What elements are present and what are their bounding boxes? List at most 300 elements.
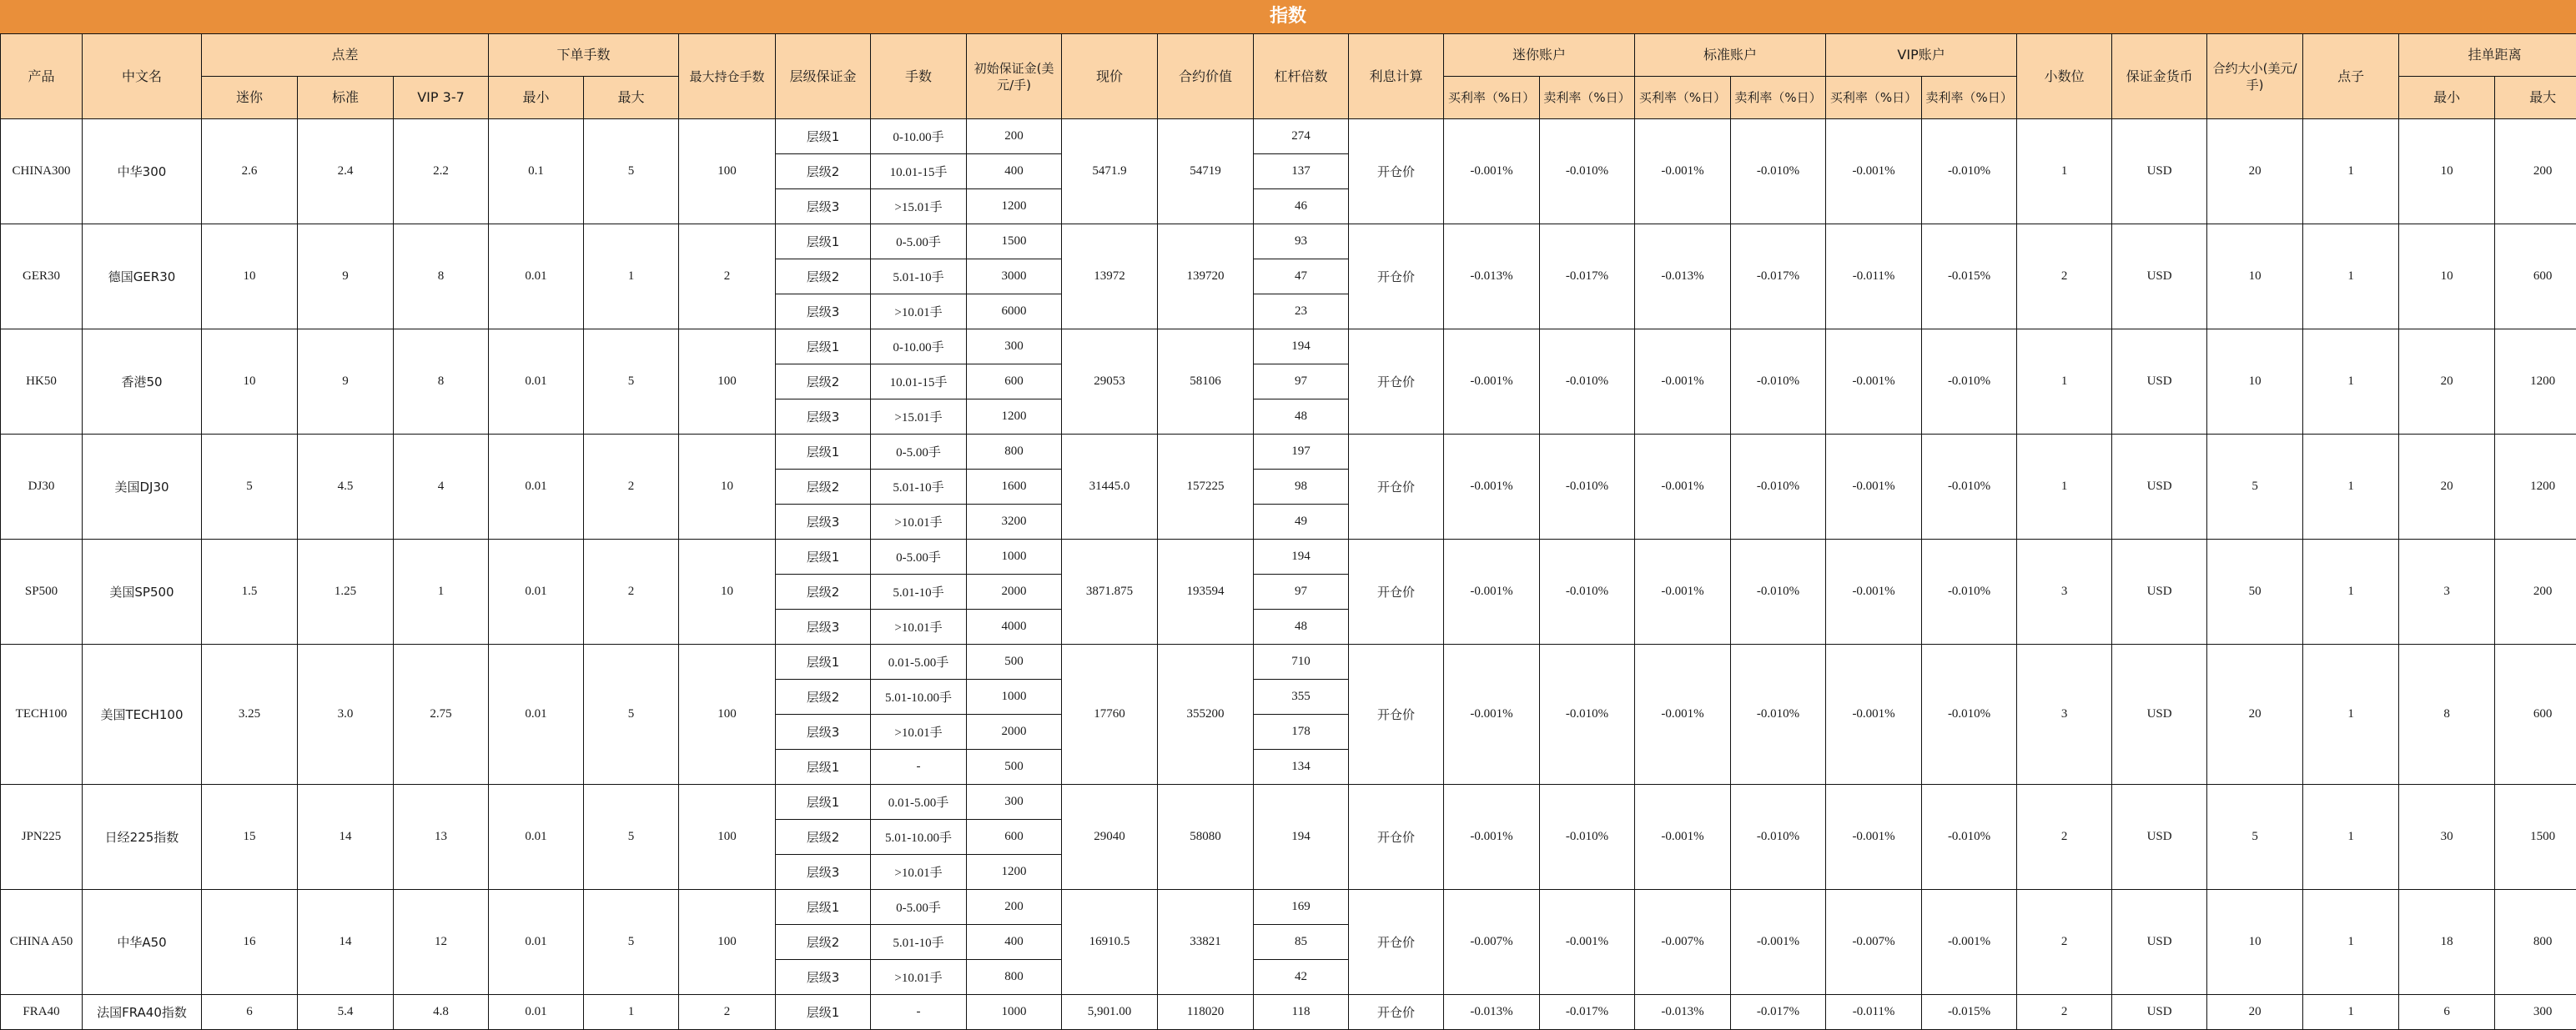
leverage-cell: 194 xyxy=(1254,329,1349,364)
pending-min-cell: 8 xyxy=(2399,645,2495,785)
mini-sell-rate-cell: -0.001% xyxy=(1540,890,1635,995)
lots-cell: 5.01-10手 xyxy=(871,925,967,960)
init-margin-cell: 600 xyxy=(967,820,1062,855)
leverage-cell: 48 xyxy=(1254,610,1349,645)
std-buy-rate-cell: -0.001% xyxy=(1635,785,1731,890)
order-max-cell: 1 xyxy=(584,995,679,1030)
leverage-cell: 49 xyxy=(1254,505,1349,540)
table-row xyxy=(1,435,2576,470)
tier-cell: 层级1 xyxy=(776,435,871,470)
lots-cell: 5.01-10手 xyxy=(871,470,967,505)
mini-sell-rate-cell: -0.010% xyxy=(1540,435,1635,540)
max-hold-cell: 10 xyxy=(679,540,776,645)
contract-value-cell: 118020 xyxy=(1158,995,1254,1030)
tier-cell: 层级1 xyxy=(776,224,871,259)
init-margin-cell: 500 xyxy=(967,750,1062,785)
order-min-cell: 0.01 xyxy=(489,540,584,645)
order-min-cell: 0.01 xyxy=(489,435,584,540)
leverage-cell: 98 xyxy=(1254,470,1349,505)
interest-calc-cell: 开仓价 xyxy=(1349,890,1444,995)
interest-calc-cell: 开仓价 xyxy=(1349,224,1444,329)
contract-value-cell: 139720 xyxy=(1158,224,1254,329)
table-row xyxy=(1,995,2576,1030)
product-cell: JPN225 xyxy=(1,785,83,890)
cn-name-cell: 美国SP500 xyxy=(83,540,202,645)
margin-ccy-cell: USD xyxy=(2112,540,2207,645)
tier-cell: 层级1 xyxy=(776,750,871,785)
spread-vip-cell: 12 xyxy=(394,890,489,995)
cn-name-cell: 中华A50 xyxy=(83,890,202,995)
contract-value-cell: 157225 xyxy=(1158,435,1254,540)
init-margin-cell: 600 xyxy=(967,364,1062,399)
spread-vip-cell: 2.75 xyxy=(394,645,489,785)
contract-size-cell: 5 xyxy=(2207,435,2303,540)
mini-sell-rate-cell: -0.010% xyxy=(1540,785,1635,890)
header-pending-min: 最小 xyxy=(2399,77,2495,119)
init-margin-cell: 300 xyxy=(967,329,1062,364)
header-pending-distance: 挂单距离 xyxy=(2399,34,2576,77)
tier-cell: 层级1 xyxy=(776,785,871,820)
order-min-cell: 0.01 xyxy=(489,645,584,785)
vip-sell-rate-cell: -0.001% xyxy=(1922,890,2017,995)
vip-buy-rate-cell: -0.007% xyxy=(1826,890,1922,995)
mini-buy-rate-cell: -0.001% xyxy=(1444,785,1540,890)
spread-vip-cell: 8 xyxy=(394,329,489,435)
mini-buy-rate-cell: -0.001% xyxy=(1444,540,1540,645)
std-sell-rate-cell: -0.010% xyxy=(1731,329,1826,435)
interest-calc-cell: 开仓价 xyxy=(1349,435,1444,540)
product-cell: GER30 xyxy=(1,224,83,329)
max-hold-cell: 100 xyxy=(679,785,776,890)
mini-buy-rate-cell: -0.001% xyxy=(1444,329,1540,435)
decimals-cell: 2 xyxy=(2017,995,2112,1030)
spread-std-cell: 1.25 xyxy=(298,540,394,645)
init-margin-cell: 1500 xyxy=(967,224,1062,259)
cn-name-cell: 中华300 xyxy=(83,119,202,224)
decimals-cell: 2 xyxy=(2017,785,2112,890)
vip-buy-rate-cell: -0.001% xyxy=(1826,645,1922,785)
header-vip-buy-rate: 买利率（%日） xyxy=(1826,77,1922,119)
interest-calc-cell: 开仓价 xyxy=(1349,119,1444,224)
spread-vip-cell: 1 xyxy=(394,540,489,645)
price-cell: 3871.875 xyxy=(1062,540,1158,645)
std-buy-rate-cell: -0.001% xyxy=(1635,540,1731,645)
pending-max-cell: 1500 xyxy=(2495,785,2576,890)
mini-buy-rate-cell: -0.001% xyxy=(1444,119,1540,224)
tier-cell: 层级1 xyxy=(776,890,871,925)
std-buy-rate-cell: -0.013% xyxy=(1635,995,1731,1030)
contract-size-cell: 50 xyxy=(2207,540,2303,645)
mini-sell-rate-cell: -0.010% xyxy=(1540,645,1635,785)
lots-cell: >10.01手 xyxy=(871,610,967,645)
vip-sell-rate-cell: -0.010% xyxy=(1922,329,2017,435)
init-margin-cell: 300 xyxy=(967,785,1062,820)
price-cell: 31445.0 xyxy=(1062,435,1158,540)
spread-mini-cell: 5 xyxy=(202,435,298,540)
tier-cell: 层级2 xyxy=(776,575,871,610)
pending-min-cell: 10 xyxy=(2399,119,2495,224)
leverage-cell: 169 xyxy=(1254,890,1349,925)
contract-value-cell: 54719 xyxy=(1158,119,1254,224)
contract-value-cell: 193594 xyxy=(1158,540,1254,645)
table-row xyxy=(1,540,2576,575)
vip-buy-rate-cell: -0.001% xyxy=(1826,119,1922,224)
header-interest-calc: 利息计算 xyxy=(1349,34,1444,119)
vip-sell-rate-cell: -0.010% xyxy=(1922,119,2017,224)
price-cell: 16910.5 xyxy=(1062,890,1158,995)
header-contract-size: 合约大小(美元/手) xyxy=(2207,34,2303,119)
table-row xyxy=(1,645,2576,680)
tier-cell: 层级2 xyxy=(776,364,871,399)
max-hold-cell: 100 xyxy=(679,119,776,224)
header-lots: 手数 xyxy=(871,34,967,119)
vip-sell-rate-cell: -0.010% xyxy=(1922,645,2017,785)
leverage-cell: 274 xyxy=(1254,119,1349,154)
lots-cell: 10.01-15手 xyxy=(871,364,967,399)
pending-min-cell: 20 xyxy=(2399,435,2495,540)
lots-cell: 0-5.00手 xyxy=(871,435,967,470)
init-margin-cell: 3200 xyxy=(967,505,1062,540)
decimals-cell: 2 xyxy=(2017,890,2112,995)
spread-mini-cell: 6 xyxy=(202,995,298,1030)
max-hold-cell: 100 xyxy=(679,329,776,435)
leverage-cell: 194 xyxy=(1254,540,1349,575)
init-margin-cell: 200 xyxy=(967,119,1062,154)
vip-sell-rate-cell: -0.010% xyxy=(1922,435,2017,540)
pending-max-cell: 300 xyxy=(2495,995,2576,1030)
spread-vip-cell: 4.8 xyxy=(394,995,489,1030)
leverage-cell: 85 xyxy=(1254,925,1349,960)
header-spread-std: 标准 xyxy=(298,77,394,119)
pending-max-cell: 600 xyxy=(2495,645,2576,785)
init-margin-cell: 800 xyxy=(967,435,1062,470)
vip-buy-rate-cell: -0.011% xyxy=(1826,995,1922,1030)
tier-cell: 层级2 xyxy=(776,259,871,294)
init-margin-cell: 3000 xyxy=(967,259,1062,294)
point-cell: 1 xyxy=(2303,995,2399,1030)
mini-sell-rate-cell: -0.010% xyxy=(1540,119,1635,224)
vip-buy-rate-cell: -0.011% xyxy=(1826,224,1922,329)
spread-std-cell: 9 xyxy=(298,224,394,329)
order-min-cell: 0.01 xyxy=(489,224,584,329)
spread-std-cell: 3.0 xyxy=(298,645,394,785)
price-cell: 29053 xyxy=(1062,329,1158,435)
leverage-cell: 97 xyxy=(1254,364,1349,399)
header-cn-name: 中文名 xyxy=(83,34,202,119)
tier-cell: 层级3 xyxy=(776,399,871,435)
order-max-cell: 5 xyxy=(584,785,679,890)
init-margin-cell: 400 xyxy=(967,925,1062,960)
lots-cell: - xyxy=(871,750,967,785)
order-min-cell: 0.01 xyxy=(489,995,584,1030)
contract-value-cell: 58106 xyxy=(1158,329,1254,435)
tier-cell: 层级2 xyxy=(776,820,871,855)
spread-mini-cell: 3.25 xyxy=(202,645,298,785)
spread-mini-cell: 1.5 xyxy=(202,540,298,645)
header-point: 点子 xyxy=(2303,34,2399,119)
tier-cell: 层级3 xyxy=(776,189,871,224)
table-row xyxy=(1,329,2576,364)
cn-name-cell: 日经225指数 xyxy=(83,785,202,890)
margin-ccy-cell: USD xyxy=(2112,329,2207,435)
point-cell: 1 xyxy=(2303,329,2399,435)
spread-vip-cell: 13 xyxy=(394,785,489,890)
point-cell: 1 xyxy=(2303,540,2399,645)
std-sell-rate-cell: -0.017% xyxy=(1731,224,1826,329)
init-margin-cell: 800 xyxy=(967,960,1062,995)
init-margin-cell: 1000 xyxy=(967,680,1062,715)
lots-cell: 10.01-15手 xyxy=(871,154,967,189)
product-cell: TECH100 xyxy=(1,645,83,785)
header-product: 产品 xyxy=(1,34,83,119)
point-cell: 1 xyxy=(2303,224,2399,329)
interest-calc-cell: 开仓价 xyxy=(1349,785,1444,890)
mini-sell-rate-cell: -0.017% xyxy=(1540,224,1635,329)
interest-calc-cell: 开仓价 xyxy=(1349,329,1444,435)
header-pending-max: 最大 xyxy=(2495,77,2576,119)
vip-sell-rate-cell: -0.015% xyxy=(1922,995,2017,1030)
table-row xyxy=(1,119,2576,154)
product-cell: SP500 xyxy=(1,540,83,645)
price-cell: 29040 xyxy=(1062,785,1158,890)
mini-sell-rate-cell: -0.010% xyxy=(1540,540,1635,645)
pending-min-cell: 20 xyxy=(2399,329,2495,435)
tier-cell: 层级2 xyxy=(776,154,871,189)
std-buy-rate-cell: -0.001% xyxy=(1635,329,1731,435)
pending-min-cell: 6 xyxy=(2399,995,2495,1030)
header-leverage: 杠杆倍数 xyxy=(1254,34,1349,119)
margin-ccy-cell: USD xyxy=(2112,224,2207,329)
pending-max-cell: 800 xyxy=(2495,890,2576,995)
leverage-cell: 137 xyxy=(1254,154,1349,189)
pending-max-cell: 1200 xyxy=(2495,435,2576,540)
spread-std-cell: 14 xyxy=(298,890,394,995)
indices-table xyxy=(0,33,2576,1030)
init-margin-cell: 6000 xyxy=(967,294,1062,329)
mini-buy-rate-cell: -0.001% xyxy=(1444,435,1540,540)
leverage-cell: 23 xyxy=(1254,294,1349,329)
header-spread-mini: 迷你 xyxy=(202,77,298,119)
mini-buy-rate-cell: -0.007% xyxy=(1444,890,1540,995)
header-price: 现价 xyxy=(1062,34,1158,119)
product-cell: HK50 xyxy=(1,329,83,435)
tier-cell: 层级1 xyxy=(776,645,871,680)
decimals-cell: 3 xyxy=(2017,645,2112,785)
header-init-margin: 初始保证金(美元/手) xyxy=(967,34,1062,119)
spread-vip-cell: 4 xyxy=(394,435,489,540)
margin-ccy-cell: USD xyxy=(2112,119,2207,224)
std-sell-rate-cell: -0.010% xyxy=(1731,785,1826,890)
max-hold-cell: 2 xyxy=(679,995,776,1030)
interest-calc-cell: 开仓价 xyxy=(1349,540,1444,645)
lots-cell: >10.01手 xyxy=(871,855,967,890)
lots-cell: >10.01手 xyxy=(871,294,967,329)
leverage-cell: 46 xyxy=(1254,189,1349,224)
product-cell: CHINA A50 xyxy=(1,890,83,995)
decimals-cell: 1 xyxy=(2017,119,2112,224)
leverage-cell: 355 xyxy=(1254,680,1349,715)
order-min-cell: 0.01 xyxy=(489,785,584,890)
product-cell: CHINA300 xyxy=(1,119,83,224)
spread-vip-cell: 2.2 xyxy=(394,119,489,224)
pending-min-cell: 10 xyxy=(2399,224,2495,329)
interest-calc-cell: 开仓价 xyxy=(1349,995,1444,1030)
pending-max-cell: 600 xyxy=(2495,224,2576,329)
margin-ccy-cell: USD xyxy=(2112,995,2207,1030)
header-tier-margin: 层级保证金 xyxy=(776,34,871,119)
price-cell: 13972 xyxy=(1062,224,1158,329)
table-row xyxy=(1,785,2576,820)
margin-ccy-cell: USD xyxy=(2112,435,2207,540)
max-hold-cell: 100 xyxy=(679,890,776,995)
order-min-cell: 0.01 xyxy=(489,890,584,995)
product-cell: FRA40 xyxy=(1,995,83,1030)
header-std-buy-rate: 买利率（%日） xyxy=(1635,77,1731,119)
vip-sell-rate-cell: -0.010% xyxy=(1922,785,2017,890)
order-min-cell: 0.1 xyxy=(489,119,584,224)
max-hold-cell: 100 xyxy=(679,645,776,785)
spread-std-cell: 14 xyxy=(298,785,394,890)
cn-name-cell: 美国TECH100 xyxy=(83,645,202,785)
lots-cell: >10.01手 xyxy=(871,505,967,540)
price-cell: 5471.9 xyxy=(1062,119,1158,224)
contract-size-cell: 20 xyxy=(2207,645,2303,785)
vip-buy-rate-cell: -0.001% xyxy=(1826,329,1922,435)
lots-cell: 5.01-10手 xyxy=(871,575,967,610)
spread-mini-cell: 16 xyxy=(202,890,298,995)
std-sell-rate-cell: -0.010% xyxy=(1731,540,1826,645)
lots-cell: 0-5.00手 xyxy=(871,540,967,575)
margin-ccy-cell: USD xyxy=(2112,645,2207,785)
spread-mini-cell: 10 xyxy=(202,329,298,435)
table-body xyxy=(1,119,2576,1030)
product-cell: DJ30 xyxy=(1,435,83,540)
lots-cell: 0-5.00手 xyxy=(871,890,967,925)
tier-cell: 层级3 xyxy=(776,610,871,645)
table-row xyxy=(1,224,2576,259)
std-buy-rate-cell: -0.001% xyxy=(1635,435,1731,540)
tier-cell: 层级1 xyxy=(776,119,871,154)
pending-max-cell: 200 xyxy=(2495,540,2576,645)
decimals-cell: 3 xyxy=(2017,540,2112,645)
init-margin-cell: 500 xyxy=(967,645,1062,680)
header-mini-account: 迷你账户 xyxy=(1444,34,1635,77)
header-order-max: 最大 xyxy=(584,77,679,119)
table-row xyxy=(1,890,2576,925)
init-margin-cell: 200 xyxy=(967,890,1062,925)
header-decimals: 小数位 xyxy=(2017,34,2112,119)
cn-name-cell: 法国FRA40指数 xyxy=(83,995,202,1030)
mini-buy-rate-cell: -0.001% xyxy=(1444,645,1540,785)
spread-mini-cell: 10 xyxy=(202,224,298,329)
std-sell-rate-cell: -0.001% xyxy=(1731,890,1826,995)
std-buy-rate-cell: -0.007% xyxy=(1635,890,1731,995)
lots-cell: 0.01-5.00手 xyxy=(871,645,967,680)
mini-buy-rate-cell: -0.013% xyxy=(1444,995,1540,1030)
contract-size-cell: 10 xyxy=(2207,329,2303,435)
point-cell: 1 xyxy=(2303,785,2399,890)
contract-value-cell: 58080 xyxy=(1158,785,1254,890)
contract-value-cell: 355200 xyxy=(1158,645,1254,785)
tier-cell: 层级3 xyxy=(776,960,871,995)
tier-cell: 层级3 xyxy=(776,294,871,329)
lots-cell: >10.01手 xyxy=(871,960,967,995)
lots-cell: 0-5.00手 xyxy=(871,224,967,259)
sheet-title: 指数 xyxy=(0,0,2576,33)
leverage-cell: 48 xyxy=(1254,399,1349,435)
pending-min-cell: 30 xyxy=(2399,785,2495,890)
std-buy-rate-cell: -0.001% xyxy=(1635,119,1731,224)
order-max-cell: 5 xyxy=(584,890,679,995)
vip-buy-rate-cell: -0.001% xyxy=(1826,785,1922,890)
leverage-cell: 194 xyxy=(1254,785,1349,890)
std-sell-rate-cell: -0.010% xyxy=(1731,435,1826,540)
order-max-cell: 2 xyxy=(584,435,679,540)
spread-std-cell: 4.5 xyxy=(298,435,394,540)
pending-max-cell: 1200 xyxy=(2495,329,2576,435)
decimals-cell: 2 xyxy=(2017,224,2112,329)
init-margin-cell: 1000 xyxy=(967,995,1062,1030)
contract-value-cell: 33821 xyxy=(1158,890,1254,995)
std-sell-rate-cell: -0.010% xyxy=(1731,645,1826,785)
order-max-cell: 5 xyxy=(584,329,679,435)
header-std-sell-rate: 卖利率（%日） xyxy=(1731,77,1826,119)
tier-cell: 层级1 xyxy=(776,995,871,1030)
header-contract-value: 合约价值 xyxy=(1158,34,1254,119)
std-sell-rate-cell: -0.017% xyxy=(1731,995,1826,1030)
price-cell: 5,901.00 xyxy=(1062,995,1158,1030)
lots-cell: - xyxy=(871,995,967,1030)
cn-name-cell: 美国DJ30 xyxy=(83,435,202,540)
header-spread: 点差 xyxy=(202,34,489,77)
tier-cell: 层级2 xyxy=(776,680,871,715)
decimals-cell: 1 xyxy=(2017,329,2112,435)
vip-buy-rate-cell: -0.001% xyxy=(1826,435,1922,540)
max-hold-cell: 10 xyxy=(679,435,776,540)
init-margin-cell: 1600 xyxy=(967,470,1062,505)
header-spread-vip: VIP 3-7 xyxy=(394,77,489,119)
tier-cell: 层级2 xyxy=(776,470,871,505)
point-cell: 1 xyxy=(2303,645,2399,785)
std-sell-rate-cell: -0.010% xyxy=(1731,119,1826,224)
header-max-hold: 最大持仓手数 xyxy=(679,34,776,119)
header-order-min: 最小 xyxy=(489,77,584,119)
lots-cell: 0-10.00手 xyxy=(871,329,967,364)
header-vip-sell-rate: 卖利率（%日） xyxy=(1922,77,2017,119)
pending-min-cell: 3 xyxy=(2399,540,2495,645)
lots-cell: 5.01-10.00手 xyxy=(871,820,967,855)
contract-size-cell: 20 xyxy=(2207,119,2303,224)
std-buy-rate-cell: -0.001% xyxy=(1635,645,1731,785)
price-cell: 17760 xyxy=(1062,645,1158,785)
header-std-account: 标准账户 xyxy=(1635,34,1826,77)
init-margin-cell: 2000 xyxy=(967,575,1062,610)
header-vip-account: VIP账户 xyxy=(1826,34,2017,77)
tier-cell: 层级1 xyxy=(776,540,871,575)
margin-ccy-cell: USD xyxy=(2112,785,2207,890)
lots-cell: 0-10.00手 xyxy=(871,119,967,154)
leverage-cell: 134 xyxy=(1254,750,1349,785)
leverage-cell: 118 xyxy=(1254,995,1349,1030)
cn-name-cell: 香港50 xyxy=(83,329,202,435)
cn-name-cell: 德国GER30 xyxy=(83,224,202,329)
order-max-cell: 5 xyxy=(584,119,679,224)
leverage-cell: 710 xyxy=(1254,645,1349,680)
contract-size-cell: 10 xyxy=(2207,890,2303,995)
leverage-cell: 178 xyxy=(1254,715,1349,750)
header-order-lots: 下单手数 xyxy=(489,34,679,77)
mini-sell-rate-cell: -0.010% xyxy=(1540,329,1635,435)
